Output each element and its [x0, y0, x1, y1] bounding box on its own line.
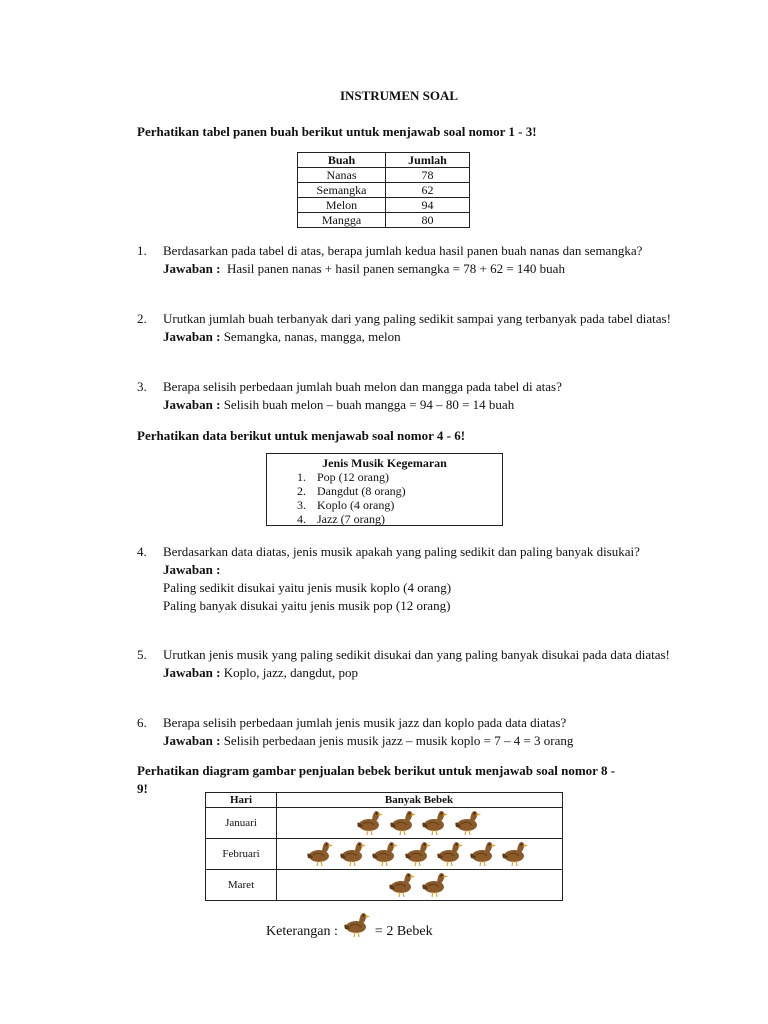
answer	[163, 396, 675, 414]
legend-prefix: Keterangan :	[266, 924, 338, 940]
table-row	[298, 198, 470, 213]
cell-fruit: Melon	[298, 198, 386, 213]
table-row	[206, 808, 562, 839]
list-item: 3. Koplo (4 orang)	[297, 498, 395, 512]
duck-icon	[337, 839, 367, 867]
duck-icon	[467, 839, 497, 867]
answer	[163, 732, 675, 750]
duck-icon	[386, 870, 416, 898]
question-text: Urutkan jenis musik yang paling sedikit disukai dan yang paling banyak disukai pada data diatas!	[163, 647, 670, 662]
question-1	[137, 242, 675, 278]
section-heading-3: Perhatikan diagram gambar penjualan bebek berikut untuk menjawab soal nomor 8 - 9!	[137, 763, 616, 796]
cell-fruit: Nanas	[298, 168, 386, 183]
question-3	[137, 378, 675, 414]
duck-icon	[452, 808, 482, 836]
table-row	[298, 213, 470, 228]
cell-fruit: Mangga	[298, 213, 386, 228]
answer-label: Jawaban :	[163, 562, 221, 577]
question-text: Berapa selisih perbedaan jumlah buah melon dan mangga pada tabel di atas?	[163, 379, 562, 394]
answer	[163, 328, 675, 346]
table-row	[206, 839, 562, 870]
favorite-music-box	[266, 453, 503, 526]
answer-label: Jawaban :	[163, 329, 221, 344]
question-text: Berdasarkan data diatas, jenis musik apakah yang paling sedikit dan paling banyak disukai?	[163, 544, 640, 559]
pictograph-header	[206, 793, 562, 808]
list-item: 2. Dangdut (8 orang)	[297, 484, 406, 498]
duck-icon	[402, 839, 432, 867]
table-row	[206, 870, 562, 901]
question-text: Urutkan jumlah buah terbanyak dari yang paling sedikit sampai yang terbanyak pada tabel diatas!	[163, 311, 671, 326]
cell-fruit: Semangka	[298, 183, 386, 198]
section-heading-1: Perhatikan tabel panen buah berikut untuk menjawab soal nomor 1 - 3!	[137, 124, 537, 139]
answer-text: Semangka, nanas, mangga, melon	[223, 329, 401, 344]
question-4	[137, 543, 675, 615]
answer-text: Paling banyak disukai yaitu jenis musik pop (12 orang)	[163, 598, 451, 613]
duck-icon	[341, 910, 371, 938]
duck-icon	[419, 870, 449, 898]
question-5	[137, 646, 675, 682]
row-label: Januari	[225, 817, 257, 829]
duck-icon	[419, 808, 449, 836]
header-hari: Hari	[230, 794, 252, 806]
answer-label: Jawaban :	[163, 261, 221, 276]
question-text: Berdasarkan pada tabel di atas, berapa jumlah kedua hasil panen buah nanas dan semangka?	[163, 243, 643, 258]
fruit-harvest-table	[297, 152, 470, 228]
cell-amount: 94	[386, 198, 470, 213]
cell-amount: 80	[386, 213, 470, 228]
music-list	[297, 470, 502, 526]
table-header-row	[298, 153, 470, 168]
answer-text: Hasil panen nanas + hasil panen semangka = 78 + 62 = 140 buah	[226, 261, 565, 276]
question-number: 4.	[137, 544, 147, 559]
question-number: 3.	[137, 379, 147, 394]
header-jumlah: Jumlah	[386, 153, 470, 168]
section-heading-2: Perhatikan data berikut untuk menjawab soal nomor 4 - 6!	[137, 428, 466, 443]
answer-label: Jawaban :	[163, 665, 221, 680]
answer	[163, 260, 675, 278]
row-label: Maret	[227, 879, 255, 891]
answer-label: Jawaban :	[163, 397, 221, 412]
question-number: 2.	[137, 311, 147, 326]
page-title: INSTRUMEN SOAL	[339, 88, 459, 103]
answer-text: Selisih perbedaan jenis musik jazz – musik koplo = 7 – 4 = 3 orang	[223, 733, 574, 748]
legend-suffix: = 2 Bebek	[374, 924, 433, 940]
question-2	[137, 310, 675, 346]
answer-text: Koplo, jazz, dangdut, pop	[223, 665, 358, 680]
table-row	[298, 183, 470, 198]
duck-icon	[434, 839, 464, 867]
question-number: 5.	[137, 647, 147, 662]
list-item: 4. Jazz (7 orang)	[297, 512, 385, 526]
question-number: 6.	[137, 715, 147, 730]
list-item: 1. Pop (12 orang)	[297, 470, 389, 484]
duck-icon	[499, 839, 529, 867]
duck-icon	[369, 839, 399, 867]
question-6	[137, 714, 675, 750]
question-text: Berapa selisih perbedaan jumlah jenis musik jazz dan koplo pada data diatas?	[163, 715, 567, 730]
header-banyak-bebek: Banyak Bebek	[384, 794, 454, 806]
answer	[163, 664, 675, 682]
cell-amount: 62	[386, 183, 470, 198]
duck-icon	[354, 808, 384, 836]
music-header: Jenis Musik Kegemaran	[322, 456, 447, 470]
question-number: 1.	[137, 243, 147, 258]
header-buah: Buah	[298, 153, 386, 168]
cell-amount: 78	[386, 168, 470, 183]
answer-text: Selisih buah melon – buah mangga = 94 – 80 = 14 buah	[223, 397, 515, 412]
table-row	[298, 168, 470, 183]
pictograph-legend	[266, 918, 433, 946]
duck-sales-pictograph	[205, 792, 563, 901]
duck-icon	[387, 808, 417, 836]
duck-icon	[304, 839, 334, 867]
answer-text: Paling sedikit disukai yaitu jenis musik koplo (4 orang)	[163, 580, 452, 595]
row-label: Februari	[222, 848, 260, 860]
answer-label: Jawaban :	[163, 733, 221, 748]
